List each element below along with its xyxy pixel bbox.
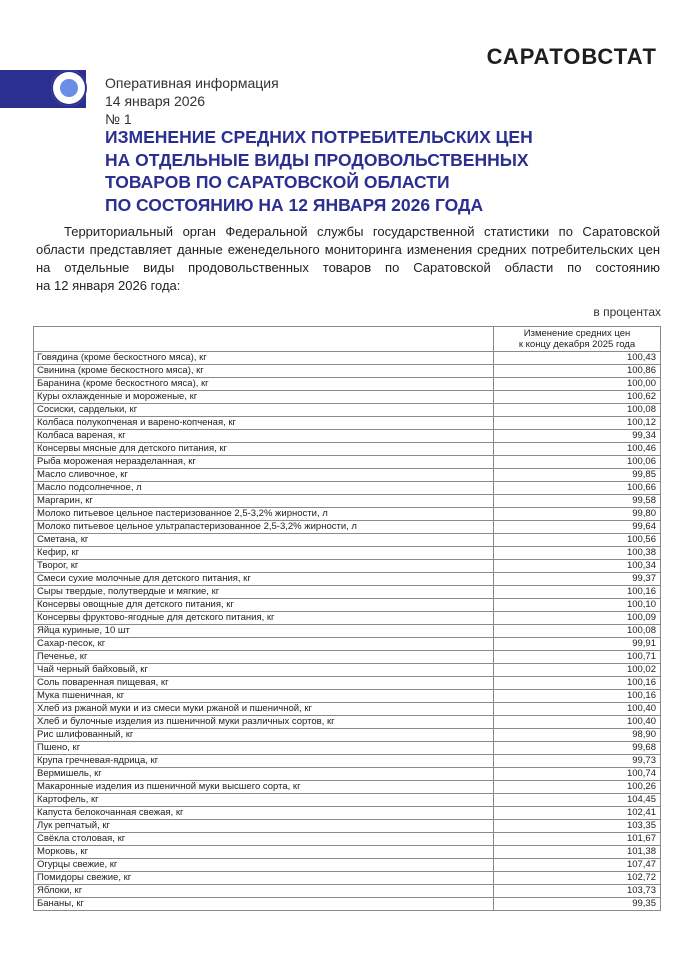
table-row: [34, 430, 661, 443]
product-name: Сосиски, сардельки, кг: [34, 404, 494, 417]
product-name: Масло сливочное, кг: [34, 469, 494, 482]
product-name: Сахар-песок, кг: [34, 638, 494, 651]
product-name: Яблоки, кг: [34, 885, 494, 898]
table-row: [34, 872, 661, 885]
product-name: Помидоры свежие, кг: [34, 872, 494, 885]
intro-line: Территориальный орган Федеральной службы государственной статистики по Саратовской: [64, 224, 660, 239]
price-change-value: 100,16: [494, 586, 661, 599]
product-name: Чай черный байховый, кг: [34, 664, 494, 677]
price-change-value: 100,66: [494, 482, 661, 495]
price-change-value: 100,08: [494, 625, 661, 638]
title-line: ПО СОСТОЯНИЮ НА 12 ЯНВАРЯ 2026 ГОДА: [105, 194, 484, 215]
table-row: [34, 508, 661, 521]
table-row: [34, 690, 661, 703]
product-name: Колбаса полукопченая и варено-копченая, кг: [34, 417, 494, 430]
price-change-value: 100,34: [494, 560, 661, 573]
table-row: [34, 755, 661, 768]
table-row: [34, 547, 661, 560]
price-change-value: 98,90: [494, 729, 661, 742]
product-name: Консервы овощные для детского питания, кг: [34, 599, 494, 612]
product-name: Консервы фруктово-ягодные для детского питания, кг: [34, 612, 494, 625]
title-line: ИЗМЕНЕНИЕ СРЕДНИХ ПОТРЕБИТЕЛЬСКИХ ЦЕН: [105, 127, 533, 147]
table-row: [34, 820, 661, 833]
product-name: Молоко питьевое цельное пастеризованное 2,5-3,2% жирности, л: [34, 508, 494, 521]
product-name: Свёкла столовая, кг: [34, 833, 494, 846]
table-row: [34, 599, 661, 612]
table-row: [34, 352, 661, 365]
product-name: Бананы, кг: [34, 898, 494, 911]
product-name: Масло подсолнечное, л: [34, 482, 494, 495]
table-row: [34, 404, 661, 417]
table-row: [34, 898, 661, 911]
price-change-table: [33, 326, 661, 911]
price-change-value: 100,46: [494, 443, 661, 456]
price-change-value: 100,38: [494, 547, 661, 560]
table-row: [34, 794, 661, 807]
product-name: Хлеб и булочные изделия из пшеничной муки различных сортов, кг: [34, 716, 494, 729]
price-change-value: 100,74: [494, 768, 661, 781]
table-header-row: [34, 327, 661, 352]
product-name: Яйца куриные, 10 шт: [34, 625, 494, 638]
meta-label: Оперативная информация: [105, 75, 279, 91]
table-row: [34, 612, 661, 625]
price-change-value: 100,40: [494, 703, 661, 716]
table-row: [34, 482, 661, 495]
table-row: [34, 716, 661, 729]
product-name: Творог, кг: [34, 560, 494, 573]
price-change-value: 99,68: [494, 742, 661, 755]
price-change-value: 100,16: [494, 677, 661, 690]
product-name: Соль поваренная пищевая, кг: [34, 677, 494, 690]
product-name: Баранина (кроме бескостного мяса), кг: [34, 378, 494, 391]
table-row: [34, 833, 661, 846]
product-name: Лук репчатый, кг: [34, 820, 494, 833]
price-change-value: 99,37: [494, 573, 661, 586]
product-name: Колбаса вареная, кг: [34, 430, 494, 443]
product-name: Смеси сухие молочные для детского питания, кг: [34, 573, 494, 586]
price-change-value: 104,45: [494, 794, 661, 807]
header-change: [494, 327, 661, 352]
header-change-line: к концу декабря 2025 года: [518, 339, 636, 350]
price-change-value: 100,26: [494, 781, 661, 794]
price-change-value: 99,34: [494, 430, 661, 443]
price-change-value: 102,41: [494, 807, 661, 820]
price-change-value: 101,38: [494, 846, 661, 859]
table-row: [34, 469, 661, 482]
price-change-value: 100,62: [494, 391, 661, 404]
table-row: [34, 456, 661, 469]
table-row: [34, 534, 661, 547]
price-change-value: 102,72: [494, 872, 661, 885]
document-meta: [105, 74, 279, 128]
table-row: [34, 378, 661, 391]
product-name: Говядина (кроме бескостного мяса), кг: [34, 352, 494, 365]
table-row: [34, 651, 661, 664]
table-row: [34, 677, 661, 690]
units-label: в процентах: [593, 305, 661, 319]
price-change-value: 99,58: [494, 495, 661, 508]
table-row: [34, 573, 661, 586]
intro-line: на 12 января 2026 года:: [36, 278, 181, 293]
table-row: [34, 859, 661, 872]
price-change-value: 100,43: [494, 352, 661, 365]
table-row: [34, 768, 661, 781]
price-change-value: 100,12: [494, 417, 661, 430]
title-line: ТОВАРОВ ПО САРАТОВСКОЙ ОБЛАСТИ: [105, 172, 450, 192]
price-change-value: 100,08: [494, 404, 661, 417]
table-row: [34, 625, 661, 638]
intro-line: на отдельные виды продовольственных товаров по Саратовской области по состоянию: [36, 260, 660, 275]
product-name: Свинина (кроме бескостного мяса), кг: [34, 365, 494, 378]
table-row: [34, 846, 661, 859]
product-name: Мука пшеничная, кг: [34, 690, 494, 703]
product-name: Пшено, кг: [34, 742, 494, 755]
table-row: [34, 885, 661, 898]
table-row: [34, 742, 661, 755]
table-row: [34, 664, 661, 677]
page-title: [105, 126, 645, 216]
price-change-value: 100,71: [494, 651, 661, 664]
table-row: [34, 560, 661, 573]
table-body: [34, 352, 661, 911]
header-product: [34, 327, 494, 352]
product-name: Огурцы свежие, кг: [34, 859, 494, 872]
price-change-value: 100,16: [494, 690, 661, 703]
table-row: [34, 586, 661, 599]
product-name: Консервы мясные для детского питания, кг: [34, 443, 494, 456]
price-change-value: 99,80: [494, 508, 661, 521]
table-row: [34, 495, 661, 508]
product-name: Рыба мороженая неразделанная, кг: [34, 456, 494, 469]
price-change-value: 99,73: [494, 755, 661, 768]
price-change-value: 100,09: [494, 612, 661, 625]
price-change-value: 100,02: [494, 664, 661, 677]
product-name: Картофель, кг: [34, 794, 494, 807]
price-change-value: 100,40: [494, 716, 661, 729]
product-name: Капуста белокочанная свежая, кг: [34, 807, 494, 820]
product-name: Маргарин, кг: [34, 495, 494, 508]
table-row: [34, 638, 661, 651]
price-change-value: 100,00: [494, 378, 661, 391]
price-change-value: 100,06: [494, 456, 661, 469]
price-change-value: 99,85: [494, 469, 661, 482]
price-change-value: 100,56: [494, 534, 661, 547]
intro-paragraph: [36, 223, 660, 295]
price-change-value: 107,47: [494, 859, 661, 872]
meta-date: 14 января 2026: [105, 93, 206, 109]
product-name: Сыры твердые, полутвердые и мягкие, кг: [34, 586, 494, 599]
table-row: [34, 521, 661, 534]
table-row: [34, 703, 661, 716]
price-change-value: 101,67: [494, 833, 661, 846]
table-row: [34, 391, 661, 404]
table-row: [34, 365, 661, 378]
product-name: Молоко питьевое цельное ультрапастеризованное 2,5-3,2% жирности, л: [34, 521, 494, 534]
org-logo: САРАТОВСТАТ: [486, 44, 657, 69]
price-change-value: 100,10: [494, 599, 661, 612]
intro-line: области представляет данные еженедельного мониторинга изменения средних потребительских цен: [36, 242, 660, 257]
product-name: Рис шлифованный, кг: [34, 729, 494, 742]
price-change-value: 99,91: [494, 638, 661, 651]
logo-dot-icon: [60, 79, 78, 97]
product-name: Морковь, кг: [34, 846, 494, 859]
product-name: Печенье, кг: [34, 651, 494, 664]
product-name: Вермишель, кг: [34, 768, 494, 781]
price-change-value: 99,35: [494, 898, 661, 911]
product-name: Макаронные изделия из пшеничной муки высшего сорта, кг: [34, 781, 494, 794]
price-change-value: 99,64: [494, 521, 661, 534]
price-change-value: 103,35: [494, 820, 661, 833]
table-row: [34, 781, 661, 794]
table-row: [34, 417, 661, 430]
header-change-line: Изменение средних цен: [523, 328, 631, 339]
product-name: Крупа гречневая-ядрица, кг: [34, 755, 494, 768]
product-name: Сметана, кг: [34, 534, 494, 547]
price-change-value: 103,73: [494, 885, 661, 898]
price-change-value: 100,86: [494, 365, 661, 378]
meta-number: № 1: [105, 111, 132, 127]
title-line: НА ОТДЕЛЬНЫЕ ВИДЫ ПРОДОВОЛЬСТВЕННЫХ: [105, 149, 529, 170]
table-row: [34, 443, 661, 456]
table-row: [34, 729, 661, 742]
product-name: Кефир, кг: [34, 547, 494, 560]
product-name: Хлеб из ржаной муки и из смеси муки ржаной и пшеничной, кг: [34, 703, 494, 716]
product-name: Куры охлажденные и мороженые, кг: [34, 391, 494, 404]
table-row: [34, 807, 661, 820]
